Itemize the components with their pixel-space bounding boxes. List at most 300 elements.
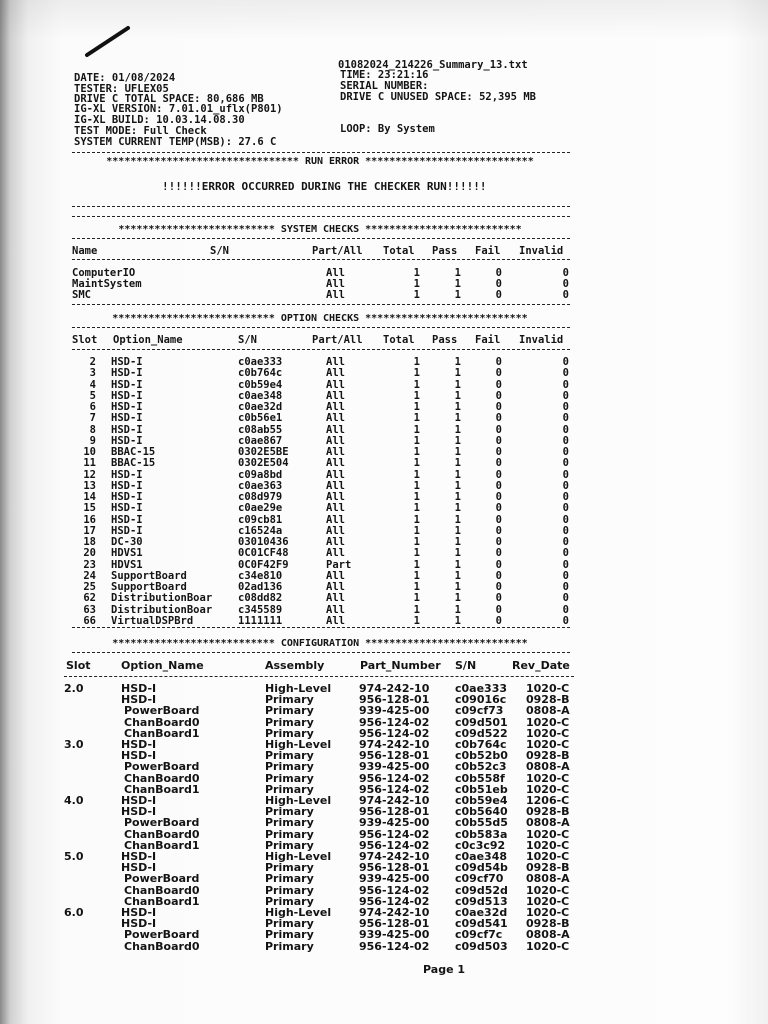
cell-option-name: SupportBoard (111, 581, 187, 593)
cell-part-all: All (326, 267, 345, 279)
table-row (0, 605, 768, 616)
col-pass: Pass (432, 245, 458, 257)
cell-sn: 0302E5BE (238, 446, 289, 458)
cell-total: 1 (413, 502, 420, 515)
cell-sn: c09cf70 (455, 872, 504, 886)
cell-total: 1 (413, 558, 420, 571)
col-part-all: Part/All (312, 334, 363, 346)
col-invalid: Invalid (519, 245, 564, 257)
cell-assembly: Primary (265, 816, 314, 830)
cell-rev-date: 1020-C (526, 894, 570, 908)
cell-pass: 1 (454, 569, 461, 582)
cell-sn: c09016c (455, 693, 507, 707)
cell-option-name: ChanBoard0 (124, 771, 200, 785)
cell-assembly: High-Level (265, 682, 332, 695)
cell-pass: 1 (454, 378, 461, 391)
cell-invalid: 0 (562, 614, 569, 627)
cell-part-all: Part (326, 558, 352, 571)
cell-option-name: VirtualDSPBrd (111, 614, 194, 627)
cell-option-name: ChanBoard1 (124, 894, 200, 908)
cell-pass: 1 (454, 491, 461, 503)
cell-total: 1 (413, 401, 420, 413)
cell-part-all: All (326, 446, 345, 458)
cell-total: 1 (413, 569, 420, 582)
cell-sn: c08d979 (238, 491, 283, 503)
cell-part-number: 974-242-10 (359, 794, 430, 807)
divider (72, 238, 570, 239)
cell-rev-date: 0928-B (526, 917, 570, 931)
table-row (0, 593, 768, 604)
table-row (0, 773, 768, 784)
cell-option-name: BBAC-15 (111, 446, 156, 458)
serial-number-text: SERIAL NUMBER: (340, 80, 429, 92)
cell-assembly: High-Level (265, 794, 332, 807)
cell-fail: 0 (495, 378, 502, 391)
cell-pass: 1 (454, 389, 461, 402)
cell-slot: 3 (89, 367, 96, 380)
cell-pass: 1 (454, 614, 461, 627)
cell-total: 1 (413, 389, 420, 402)
cell-slot: 10 (83, 446, 96, 458)
cell-pass: 1 (454, 356, 461, 368)
cell-assembly: Primary (265, 771, 314, 785)
cell-invalid: 0 (562, 434, 569, 447)
cell-fail: 0 (495, 614, 502, 627)
cell-part-number: 956-124-02 (359, 894, 430, 908)
cell-option-name: DC-30 (111, 536, 143, 548)
cell-option-name: ChanBoard1 (124, 838, 200, 852)
cell-option-name: SupportBoard (111, 569, 187, 582)
cell-invalid: 0 (562, 389, 569, 402)
cell-part-all: All (326, 536, 345, 548)
cell-option-name: ChanBoard0 (124, 939, 200, 953)
cell-part-number: 939-425-00 (359, 704, 430, 718)
cell-invalid: 0 (562, 524, 569, 537)
cell-total: 1 (413, 356, 420, 368)
cell-option-name: HSD-I (111, 389, 143, 402)
cell-total: 1 (413, 278, 420, 290)
table-row (0, 515, 768, 526)
table-row (0, 873, 768, 884)
cell-fail: 0 (495, 547, 502, 560)
cell-name: SMC (72, 289, 91, 301)
cell-fail: 0 (495, 367, 502, 380)
cell-pass: 1 (454, 536, 461, 548)
cell-invalid: 0 (562, 603, 569, 616)
cell-part-all: All (326, 278, 345, 290)
cell-option-name: PowerBoard (124, 704, 200, 718)
cell-sn: 0C01CF48 (238, 547, 289, 560)
cell-rev-date: 0928-B (526, 805, 570, 819)
cell-sn: 03010436 (238, 536, 289, 548)
cell-part-all: All (326, 289, 345, 301)
cell-rev-date: 0928-B (526, 861, 570, 875)
cell-option-name: ChanBoard1 (124, 726, 200, 740)
cell-option-name: HSD-I (111, 367, 143, 380)
cell-assembly: Primary (265, 917, 314, 931)
cell-option-name: HSD-I (121, 738, 157, 751)
cell-fail: 0 (495, 558, 502, 571)
igxl-build-text: IG-XL BUILD: 10.03.14.08.30 (74, 114, 245, 126)
cell-assembly: Primary (265, 749, 314, 763)
cell-option-name: HSD-I (121, 906, 157, 919)
cell-sn: c0b51eb (455, 782, 508, 796)
cell-assembly: High-Level (265, 850, 332, 863)
cell-part-number: 956-124-02 (359, 939, 430, 953)
cell-part-number: 974-242-10 (359, 738, 430, 751)
cell-fail: 0 (495, 446, 502, 458)
cell-invalid: 0 (562, 289, 569, 301)
table-row (0, 560, 768, 571)
cell-option-name: PowerBoard (124, 872, 200, 886)
cell-pass: 1 (454, 401, 461, 413)
cell-invalid: 0 (562, 356, 569, 368)
temp-text: SYSTEM CURRENT TEMP(MSB): 27.6 C (74, 136, 277, 148)
cell-rev-date: 0808-A (526, 760, 570, 774)
cell-option-name: HSD-I (111, 434, 143, 447)
tester-text: TESTER: UFLEX05 (74, 83, 169, 95)
cell-assembly: Primary (265, 760, 314, 774)
cell-fail: 0 (495, 289, 502, 301)
cell-fail: 0 (495, 267, 502, 279)
cell-pass: 1 (454, 547, 461, 560)
table-row (0, 717, 768, 728)
cell-slot: 2 (89, 356, 96, 368)
time-text: TIME: 23:21:16 (340, 69, 429, 81)
cell-slot: 25 (83, 581, 96, 593)
cell-fail: 0 (495, 524, 502, 537)
cell-pass: 1 (454, 457, 461, 470)
cell-part-all: All (326, 592, 345, 605)
cell-part-number: 939-425-00 (359, 872, 430, 886)
cell-total: 1 (413, 468, 420, 481)
cell-sn: c0b59e4 (238, 378, 283, 391)
table-row (0, 705, 768, 716)
divider (72, 216, 570, 217)
cell-invalid: 0 (562, 547, 569, 560)
cell-sn: c09d541 (455, 917, 508, 931)
cell-option-name: PowerBoard (124, 816, 200, 830)
cell-slot: 23 (83, 558, 96, 571)
cell-part-all: All (326, 423, 345, 436)
cell-pass: 1 (454, 267, 461, 279)
divider (64, 676, 574, 677)
cell-fail: 0 (495, 401, 502, 413)
col-sn: S/N (238, 334, 257, 346)
cell-slot: 5.0 (64, 850, 84, 863)
cell-sn: c0ae32d (455, 906, 508, 919)
cell-sn: c09d503 (455, 939, 508, 953)
date-text: DATE: 01/08/2024 (74, 72, 176, 84)
cell-part-all: All (326, 614, 345, 627)
cell-part-all: All (326, 547, 345, 560)
table-row (0, 817, 768, 828)
cell-part-all: All (326, 434, 345, 447)
cell-part-number: 956-128-01 (359, 917, 430, 931)
cell-option-name: HSD-I (111, 513, 143, 526)
cell-total: 1 (413, 479, 420, 492)
table-row (0, 470, 768, 481)
cell-fail: 0 (495, 356, 502, 368)
cell-invalid: 0 (562, 412, 569, 425)
cell-option-name: HDVS1 (111, 558, 143, 571)
cell-pass: 1 (454, 558, 461, 571)
cell-sn: c09cf73 (455, 704, 504, 718)
cell-assembly: Primary (265, 782, 314, 796)
col-part-all: Part/All (312, 245, 363, 257)
cell-name: ComputerIO (72, 267, 136, 279)
cell-fail: 0 (495, 278, 502, 290)
table-row (0, 616, 768, 627)
cell-option-name: ChanBoard0 (124, 883, 200, 897)
col-rev-date: Rev_Date (512, 659, 570, 672)
cell-assembly: Primary (265, 726, 314, 740)
cell-slot: 62 (83, 592, 96, 605)
cell-part-all: All (326, 479, 345, 492)
cell-assembly: Primary (265, 805, 314, 819)
cell-invalid: 0 (562, 468, 569, 481)
cell-option-name: HSD-I (111, 479, 143, 492)
divider (72, 327, 570, 328)
page-number: Page 1 (423, 963, 466, 976)
cell-total: 1 (413, 614, 420, 627)
divider (72, 152, 570, 153)
file-name: 01082024_214226_Summary_13.txt (338, 59, 528, 71)
cell-pass: 1 (454, 513, 461, 526)
cell-part-number: 939-425-00 (359, 760, 430, 774)
cell-total: 1 (413, 367, 420, 380)
cell-rev-date: 0808-A (526, 872, 570, 886)
cell-pass: 1 (454, 603, 461, 616)
cell-assembly: Primary (265, 715, 314, 729)
cell-slot: 18 (83, 536, 96, 548)
cell-rev-date: 0808-A (526, 816, 570, 830)
cell-option-name: HSD-I (111, 378, 143, 391)
cell-part-all: All (326, 491, 345, 503)
cell-option-name: HSD-I (111, 412, 143, 425)
table-row (0, 458, 768, 469)
cell-part-all: All (326, 389, 345, 402)
configuration-header (0, 660, 768, 671)
system-checks-header (0, 246, 768, 257)
cell-total: 1 (413, 378, 420, 391)
cell-slot: 12 (83, 468, 96, 481)
cell-fail: 0 (495, 581, 502, 593)
run-error-message: !!!!!!ERROR OCCURRED DURING THE CHECKER RUN!!!!!! (162, 180, 487, 193)
table-row (0, 413, 768, 424)
table-row (0, 380, 768, 391)
cell-slot: 63 (83, 603, 96, 616)
table-row (0, 290, 768, 301)
cell-slot: 20 (83, 547, 96, 560)
cell-rev-date: 0808-A (526, 928, 570, 942)
cell-sn: c0ae348 (238, 389, 283, 402)
cell-total: 1 (413, 581, 420, 593)
cell-fail: 0 (495, 468, 502, 481)
cell-part-number: 956-128-01 (359, 749, 430, 763)
cell-rev-date: 0928-B (526, 749, 570, 763)
cell-part-all: All (326, 401, 345, 413)
cell-part-all: All (326, 468, 345, 481)
cell-part-number: 939-425-00 (359, 816, 430, 830)
cell-invalid: 0 (562, 491, 569, 503)
cell-part-number: 956-124-02 (359, 715, 430, 729)
cell-part-all: All (326, 457, 345, 470)
cell-option-name: HDVS1 (111, 547, 143, 560)
divider (72, 206, 570, 207)
table-row (0, 885, 768, 896)
cell-sn: c08ab55 (238, 423, 283, 436)
cell-option-name: DistributionBoar (111, 603, 213, 616)
cell-assembly: Primary (265, 861, 314, 875)
cell-sn: c09a8bd (238, 468, 283, 481)
cell-slot: 9 (89, 434, 96, 447)
cell-part-number: 956-124-02 (359, 838, 430, 852)
cell-option-name: ChanBoard0 (124, 827, 200, 841)
cell-fail: 0 (495, 513, 502, 526)
cell-part-all: All (326, 581, 345, 593)
cell-sn: c08dd82 (238, 592, 283, 605)
cell-fail: 0 (495, 412, 502, 425)
cell-sn: c0b583a (455, 827, 508, 841)
cell-slot: 2.0 (64, 682, 84, 695)
divider (72, 259, 570, 260)
cell-invalid: 0 (562, 278, 569, 290)
cell-invalid: 0 (562, 446, 569, 458)
cell-option-name: DistributionBoar (111, 592, 213, 605)
cell-sn: c16524a (238, 524, 283, 537)
cell-part-all: All (326, 378, 345, 391)
cell-fail: 0 (495, 457, 502, 470)
cell-part-number: 956-124-02 (359, 827, 430, 841)
cell-total: 1 (413, 446, 420, 458)
cell-sn: c09cf7c (455, 928, 503, 942)
col-total: Total (383, 245, 415, 257)
cell-rev-date: 1020-C (526, 771, 570, 785)
cell-pass: 1 (454, 581, 461, 593)
cell-sn: 0C0F42F9 (238, 558, 289, 571)
option-checks-header (0, 335, 768, 346)
cell-sn: c0b764c (238, 367, 283, 380)
divider (72, 652, 570, 653)
cell-invalid: 0 (562, 513, 569, 526)
table-row (0, 929, 768, 940)
cell-slot: 6.0 (64, 906, 84, 919)
cell-sn: c345589 (238, 603, 283, 616)
table-row (0, 279, 768, 290)
cell-total: 1 (413, 547, 420, 560)
cell-invalid: 0 (562, 367, 569, 380)
cell-slot: 16 (83, 513, 96, 526)
cell-total: 1 (413, 513, 420, 526)
cell-part-number: 939-425-00 (359, 928, 430, 942)
divider (72, 304, 570, 305)
cell-total: 1 (413, 457, 420, 470)
col-invalid: Invalid (519, 334, 564, 346)
cell-sn: c34e810 (238, 569, 283, 582)
cell-option-name: HSD-I (111, 468, 143, 481)
cell-part-number: 956-124-02 (359, 726, 430, 740)
cell-slot: 11 (83, 457, 96, 470)
cell-pass: 1 (454, 412, 461, 425)
cell-assembly: Primary (265, 883, 314, 897)
divider (72, 627, 570, 628)
cell-sn: c0c3c92 (455, 838, 506, 852)
cell-option-name: PowerBoard (124, 760, 200, 774)
cell-invalid: 0 (562, 502, 569, 515)
cell-slot: 8 (89, 423, 96, 436)
table-row (0, 761, 768, 772)
cell-assembly: Primary (265, 928, 314, 942)
cell-option-name: HSD-I (121, 850, 157, 863)
cell-sn: c0ae867 (238, 434, 283, 447)
col-sn: S/N (455, 659, 477, 672)
cell-option-name: HSD-I (111, 502, 143, 515)
cell-total: 1 (413, 491, 420, 503)
col-sn: S/N (210, 245, 229, 257)
cell-rev-date: 1020-C (526, 682, 570, 695)
cell-fail: 0 (495, 569, 502, 582)
igxl-version-text: IG-XL VERSION: 7.01.01_uflx(P801) (74, 103, 283, 115)
cell-invalid: 0 (562, 457, 569, 470)
col-fail: Fail (475, 245, 501, 257)
cell-invalid: 0 (562, 558, 569, 571)
cell-part-all: All (326, 502, 345, 515)
cell-option-name: HSD-I (111, 401, 143, 413)
cell-invalid: 0 (562, 401, 569, 413)
cell-sn: c09cb81 (238, 513, 283, 526)
table-row (0, 503, 768, 514)
cell-pass: 1 (454, 468, 461, 481)
cell-option-name: HSD-I (111, 524, 143, 537)
cell-sn: c0b56e1 (238, 412, 283, 425)
cell-slot: 15 (83, 502, 96, 515)
cell-option-name: HSD-I (121, 794, 157, 807)
cell-sn: c0ae333 (238, 356, 283, 368)
cell-slot: 3.0 (64, 738, 84, 751)
cell-part-number: 956-124-02 (359, 771, 430, 785)
cell-part-all: All (326, 569, 345, 582)
cell-invalid: 0 (562, 479, 569, 492)
cell-rev-date: 1020-C (526, 850, 570, 863)
cell-rev-date: 1206-C (526, 794, 570, 807)
table-row (0, 368, 768, 379)
cell-total: 1 (413, 423, 420, 436)
col-total: Total (383, 334, 415, 346)
cell-part-number: 956-128-01 (359, 805, 430, 819)
cell-sn: c09d54b (455, 861, 508, 875)
cell-part-number: 974-242-10 (359, 906, 430, 919)
cell-slot: 66 (83, 614, 96, 627)
cell-sn: c09d513 (455, 894, 508, 908)
cell-fail: 0 (495, 603, 502, 616)
cell-sn: c0ae29e (238, 502, 283, 515)
cell-total: 1 (413, 592, 420, 605)
cell-assembly: High-Level (265, 738, 332, 751)
table-row (0, 941, 768, 952)
cell-sn: c0b558f (455, 771, 505, 785)
cell-slot: 14 (83, 491, 96, 503)
cell-rev-date: 0808-A (526, 704, 570, 718)
cell-rev-date: 1020-C (526, 827, 570, 841)
loop-text: LOOP: By System (340, 123, 435, 135)
cell-total: 1 (413, 289, 420, 301)
cell-total: 1 (413, 603, 420, 616)
cell-assembly: High-Level (265, 906, 332, 919)
cell-fail: 0 (495, 479, 502, 492)
cell-rev-date: 0928-B (526, 693, 570, 707)
cell-total: 1 (413, 536, 420, 548)
